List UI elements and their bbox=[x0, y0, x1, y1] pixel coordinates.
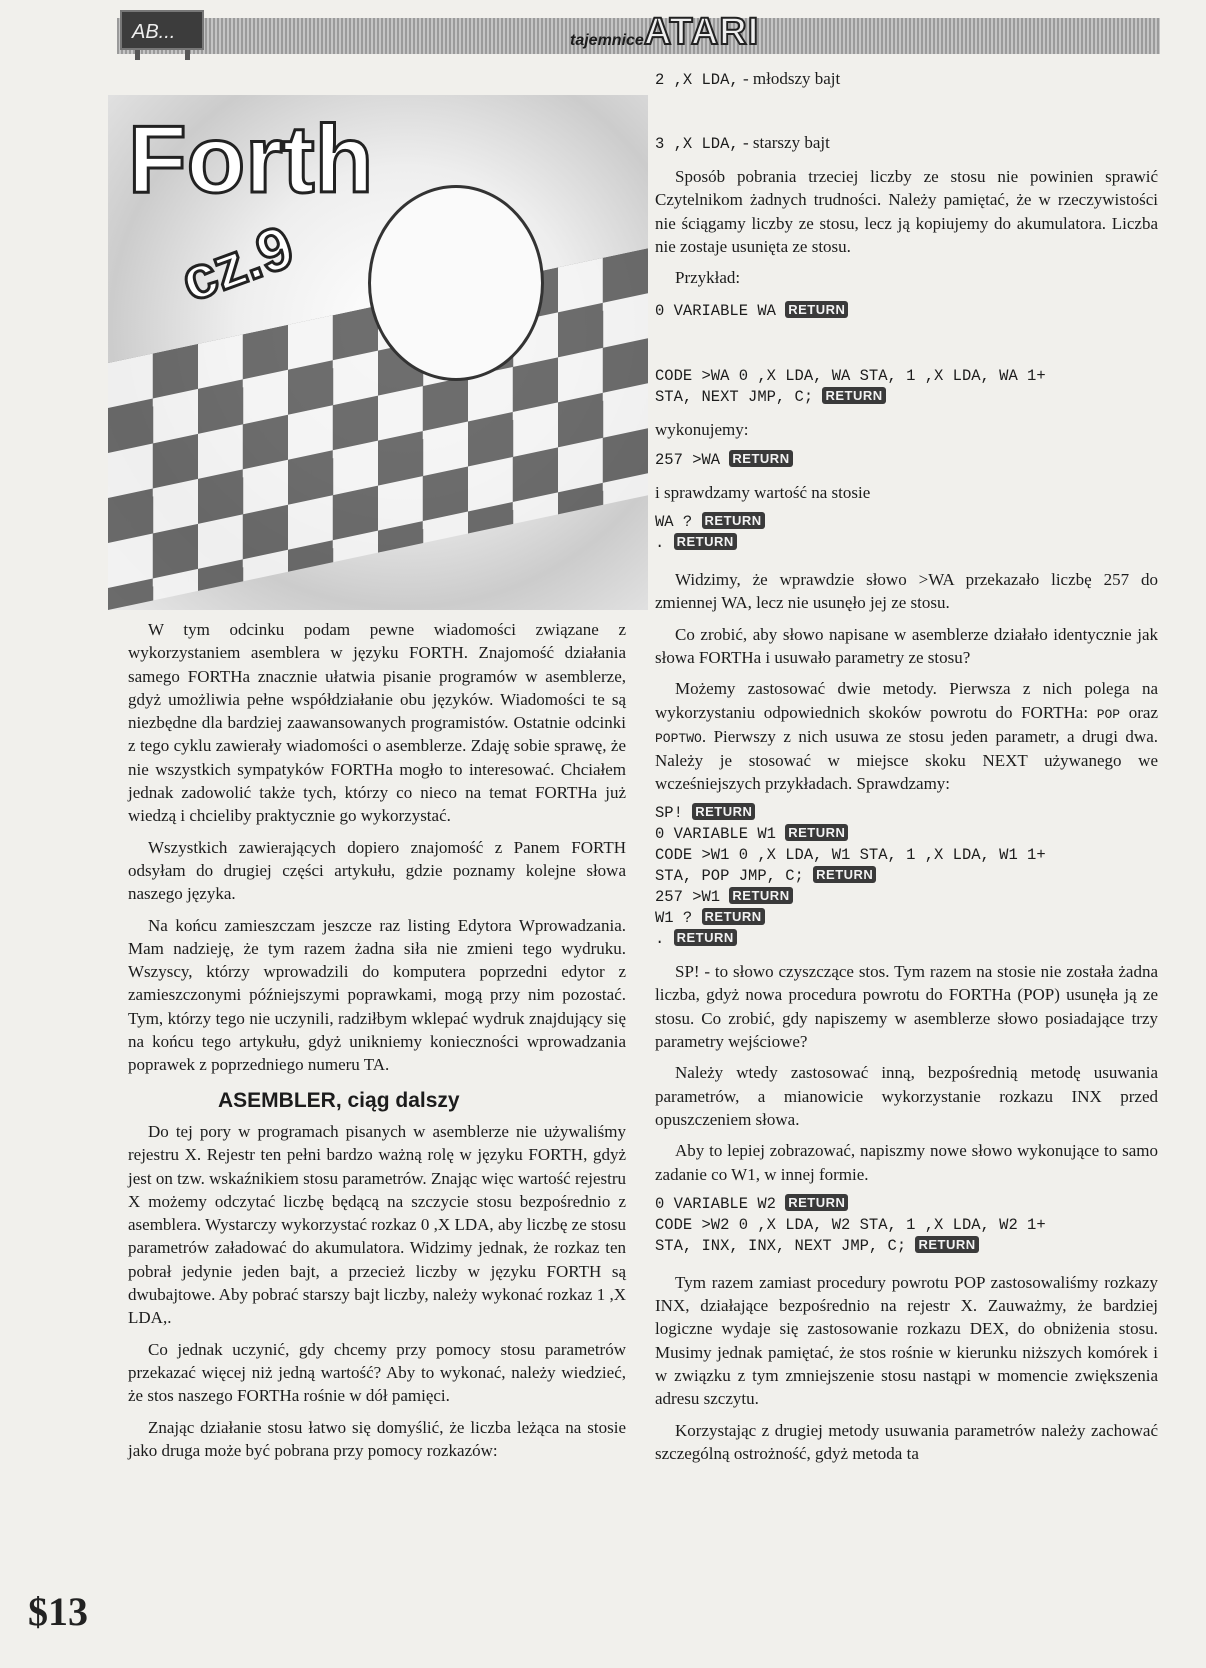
return-key-icon: RETURN bbox=[674, 533, 737, 550]
code-block bbox=[655, 1194, 1158, 1257]
return-key-icon: RETURN bbox=[915, 1236, 978, 1253]
code-line: STA, INX, INX, NEXT JMP, C; RETURN bbox=[655, 1236, 1158, 1257]
paragraph: Przykład: bbox=[675, 268, 741, 288]
return-key-icon: RETURN bbox=[729, 887, 792, 904]
code-line: . RETURN bbox=[655, 533, 1158, 554]
magazine-logo-small: tajemnice bbox=[570, 32, 644, 49]
paragraph: Aby to lepiej zobrazować, napiszmy nowe słowo wykonujące to samo zadanie co W1, w innej formie. bbox=[655, 1141, 1158, 1184]
return-key-icon: RETURN bbox=[785, 301, 848, 318]
paragraph: Możemy zastosować dwie metody. Pierwsza z nich polega na wykorzystaniu odpowiednich skoków powrotu do FORTHa: POP oraz POPTWO. Pierwszy z nich usuwa ze stosu jeden parametr, a drugi dwa. Należy je stosować w miejsce skoku NEXT używanego we wcześniejszych przykładach. Sprawdzamy: bbox=[655, 679, 1158, 793]
return-key-icon: RETURN bbox=[785, 824, 848, 841]
paragraph: Wszystkich zawierających dopiero znajomość z Panem FORTH odsyłam do drugiej części artykułu, gdzie poznamy kolejne słowa naszego języka. bbox=[128, 837, 626, 904]
code-line: CODE >W2 0 ,X LDA, W2 STA, 1 ,X LDA, W2 1+ bbox=[655, 1215, 1046, 1234]
code-line: CODE >WA 0 ,X LDA, WA STA, 1 ,X LDA, WA 1+ bbox=[655, 367, 1046, 386]
paragraph: W tym odcinku podam pewne wiadomości związane z wykorzystaniem asemblera w języku FORTH. Znajomość działania samego FORTHa znacznie ułatwia pisanie programów w asemblerze, gdyż umożliwia pełne współdziałanie obu języków. Wiadomości te są niezbędne dla bardziej zaawansowanych programistów. Ostatnie odcinki z tego cyklu zawierały wiadomości o asemblerze. Zdaję sobie sprawę, że nie wszystkich sympatyków FORTHa mogło to interesować. Chciałem jednak zadowolić także tych, którzy co nieco na temat FORTHa już wiedzą i chcieliby praktycznie go wykorzystać. bbox=[128, 620, 626, 826]
paragraph: i sprawdzamy wartość na stosie bbox=[655, 482, 871, 502]
magazine-logo-big: ATARI bbox=[643, 11, 760, 53]
right-column bbox=[655, 67, 1158, 1473]
paragraph: Do tej pory w programach pisanych w asemblerze nie używaliśmy rejestru X. Rejestr ten pełni bardzo ważną rolę w języku FORTH, gdyż jest on tzw. wskaźnikiem stosu parametrów. Znając więc wartość rejestru X możemy odczytać liczbę będącą na szczycie stosu bezpośrednio z asemblera. Wystarczy wykorzystać rozkaz 0 ,X LDA, aby liczbę ze stosu parametrów załadować do akumulatora. Widzimy jednak, że rozkaz ten pobrał jedynie jeden bajt, a przecież liczby w języku FORTH są dwubajtowe. Aby pobrać starszy bajt liczby, należy wykonać rozkaz 1 ,X LDA,. bbox=[128, 1121, 626, 1328]
code-line: SP! RETURN bbox=[655, 803, 1158, 824]
paragraph: Sposób pobrania trzeciej liczby ze stosu nie powinien sprawić Czytelnikom żadnych trudności. Należy pamiętać, że w rzeczywistości nie ściągamy liczby ze stosu, lecz ją kopiujemy do akumulatora. Liczba nie zostaje usunięta ze stosu. bbox=[655, 167, 1158, 256]
paragraph: Tym razem zamiast procedury powrotu POP zastosowaliśmy rozkazy INX, działające bezpośrednio na rejestr X. Zauważmy, że bardziej logiczne wydaje się zastosowanie rozkazu DEX, do obniżenia stosu. Musimy jednak pamiętać, że stos rośnie w kierunku niższych komórek i w związku z tym zmniejszenie stosu nastąpi w momencie zwiększenia adresu szczytu. bbox=[655, 1272, 1158, 1409]
return-key-icon: RETURN bbox=[702, 512, 765, 529]
forth-logo: Forth cz.9 bbox=[128, 106, 374, 315]
paragraph: SP! - to słowo czyszczące stos. Tym razem na stosie nie została żadna liczba, gdyż nowa procedura powrotu do FORTHa (POP) usunęła ją ze stosu. Co zrobić, gdy napiszemy w asemblerze słowo posiadające trzy parametry wejściowe? bbox=[655, 962, 1158, 1052]
code-line: CODE >W1 0 ,X LDA, W1 STA, 1 ,X LDA, W1 1+ bbox=[655, 846, 1046, 865]
badge-leg bbox=[185, 50, 190, 60]
code-line: 0 VARIABLE WA RETURN bbox=[655, 301, 1158, 322]
paragraph: Korzystając z drugiej metody usuwania parametrów należy zachować szczególną ostrożność, gdyż metoda ta bbox=[655, 1420, 1158, 1463]
return-key-icon: RETURN bbox=[674, 929, 737, 946]
section-heading: ASEMBLER, ciąg dalszy bbox=[218, 1088, 460, 1112]
paragraph: Widzimy, że wprawdzie słowo >WA przekazało liczbę 257 do zmiennej WA, lecz nie usunęło jej ze stosu. bbox=[655, 570, 1158, 613]
code-line: 2 ,X LDA, - młodszy bajt bbox=[655, 69, 841, 89]
left-column bbox=[128, 618, 626, 1470]
code-line: STA, NEXT JMP, C; RETURN bbox=[655, 387, 1158, 408]
paragraph: Co jednak uczynić, gdy chcemy przy pomocy stosu parametrów przekazać więcej niż jedną wartość? Aby to wykonać, należy wiedzieć, że stos naszego FORTHa rośnie w dół pamięci. bbox=[128, 1339, 626, 1406]
magazine-logo bbox=[570, 11, 760, 53]
return-key-icon: RETURN bbox=[813, 866, 876, 883]
badge-leg bbox=[135, 50, 140, 60]
paragraph: Co zrobić, aby słowo napisane w asemblerze działało identycznie jak słowa FORTHa i usuwało parametry ze stosu? bbox=[655, 624, 1158, 667]
paragraph: Na końcu zamieszczam jeszcze raz listing Edytora Wprowadzania. Mam nadzieję, że tym razem żadna siła nie zmieni tego wydruku. Wszyscy, którzy wprowadzili do komputera poprzedni edytor z zamieszczonymi późniejszymi poprawkami, mogą przy nim pozostać. Tym, którzy tego nie uczynili, radziłbym wklepać wydruk znajdujący się na końcu tego artykułu, gdyż unikniemy konieczności wprowadzania poprawek z poprzedniego numeru TA. bbox=[128, 915, 626, 1075]
code-line: WA ? RETURN bbox=[655, 512, 1158, 533]
forth-illustration bbox=[108, 95, 648, 610]
code-line: 0 VARIABLE W2 RETURN bbox=[655, 1194, 1158, 1215]
code-line: . RETURN bbox=[655, 929, 1158, 950]
code-line: 257 >W1 RETURN bbox=[655, 887, 1158, 908]
paragraph: wykonujemy: bbox=[655, 420, 749, 440]
section-badge: AB... bbox=[120, 10, 204, 50]
return-key-icon: RETURN bbox=[729, 450, 792, 467]
return-key-icon: RETURN bbox=[702, 908, 765, 925]
return-key-icon: RETURN bbox=[692, 803, 755, 820]
page-number: $13 bbox=[28, 1589, 88, 1634]
code-line: 3 ,X LDA, - starszy bajt bbox=[655, 133, 830, 153]
return-key-icon: RETURN bbox=[785, 1194, 848, 1211]
return-key-icon: RETURN bbox=[822, 387, 885, 404]
code-line: W1 ? RETURN bbox=[655, 908, 1158, 929]
sleeping-man bbox=[368, 185, 544, 381]
paragraph: Znając działanie stosu łatwo się domyślić, że liczba leżąca na stosie jako druga może być pobrana przy pomocy rozkazów: bbox=[128, 1417, 626, 1460]
code-line: 0 VARIABLE W1 RETURN bbox=[655, 824, 1158, 845]
paragraph: Należy wtedy zastosować inną, bezpośrednią metodę usuwania parametrów, a mianowicie wykorzystanie rozkazu INX przed opuszczeniem słowa. bbox=[655, 1063, 1158, 1129]
code-block bbox=[655, 803, 1158, 950]
code-line: 257 >WA RETURN bbox=[655, 450, 1158, 471]
code-line: STA, POP JMP, C; RETURN bbox=[655, 866, 1158, 887]
